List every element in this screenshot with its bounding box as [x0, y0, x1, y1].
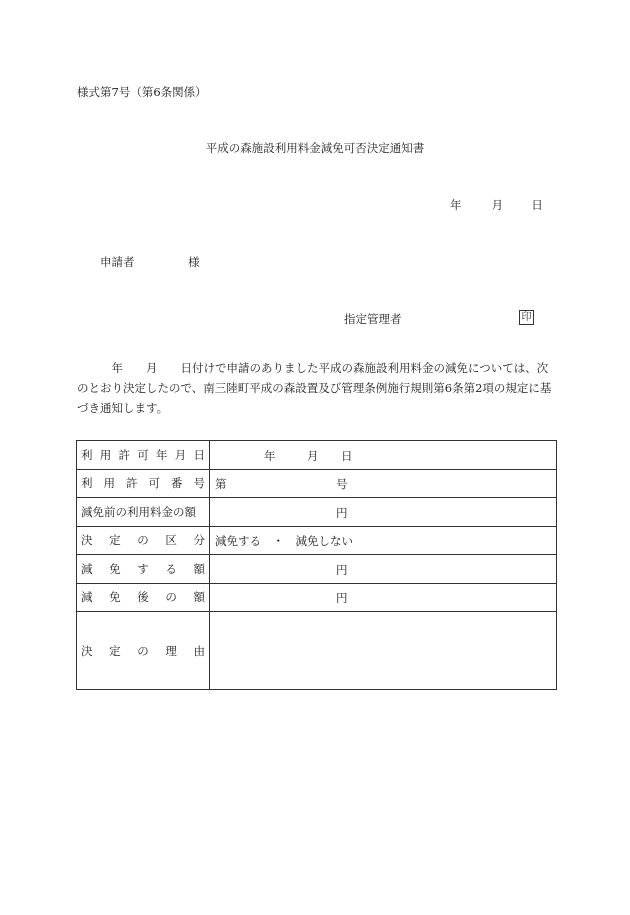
table-row: [77, 583, 557, 612]
manager-label: 指定管理者: [344, 312, 402, 326]
table-row: [77, 612, 557, 690]
value-date-part: 月: [307, 448, 319, 463]
row-value: [210, 583, 557, 612]
row-label: [77, 441, 210, 470]
value-text: 減免する ・ 減免しない: [215, 534, 353, 549]
row-label-text: 決 定 の 区 分: [81, 533, 205, 548]
decision-table: [76, 440, 557, 690]
date-line: [450, 197, 543, 213]
table-row: [77, 498, 557, 527]
body-line: 年 月 日付けで申請のありました平成の森施設利用料金の減免については、次: [77, 361, 549, 375]
date-day: 日: [531, 198, 543, 212]
value-date-part: 日: [341, 448, 353, 463]
document-title: 平成の森施設利用料金減免可否決定通知書: [205, 141, 425, 155]
row-value: [210, 555, 557, 584]
body-line: のとおり決定したので、南三陸町平成の森設置及び管理条例施行規則第6条第2項の規定に基: [77, 381, 552, 395]
row-value: [210, 469, 557, 498]
table-row: [77, 526, 557, 555]
date-year: 年: [450, 198, 462, 212]
value-suffix: 号: [336, 477, 348, 492]
value-suffix: 円: [336, 505, 348, 520]
row-label: [77, 469, 210, 498]
row-value: [210, 441, 557, 470]
row-value: [210, 526, 557, 555]
date-month: 月: [491, 198, 504, 212]
body-line: づき通知します。: [77, 401, 169, 415]
value-suffix: 円: [336, 562, 348, 577]
applicant-honorific: 様: [188, 255, 200, 269]
row-label-text: 減免前の利用料金の額: [81, 504, 196, 519]
row-value: [210, 612, 557, 690]
value-prefix: 第: [215, 477, 227, 492]
row-value: [210, 498, 557, 527]
applicant-label: 申請者: [100, 255, 135, 269]
seal-mark: 印: [519, 310, 534, 325]
row-label-text: 決 定 の 理 由: [81, 643, 205, 658]
body-paragraph: [77, 358, 559, 418]
row-label-text: 減 免 後 の 額: [81, 590, 205, 605]
applicant-line: [100, 254, 200, 270]
row-label: [77, 498, 210, 527]
form-number: 様式第7号（第6条関係）: [77, 85, 207, 99]
table-row: [77, 555, 557, 584]
row-label-text: 利 用 許 可 番 号: [81, 476, 205, 491]
row-label-text: 利 用 許 可 年 月 日: [81, 447, 205, 462]
row-label: [77, 612, 210, 690]
value-date-part: 年: [264, 448, 276, 463]
value-suffix: 円: [336, 591, 348, 606]
row-label: [77, 583, 210, 612]
row-label: [77, 555, 210, 584]
row-label: [77, 526, 210, 555]
table-row: [77, 469, 557, 498]
row-label-text: 減 免 す る 額: [81, 561, 205, 576]
table-row: [77, 441, 557, 470]
